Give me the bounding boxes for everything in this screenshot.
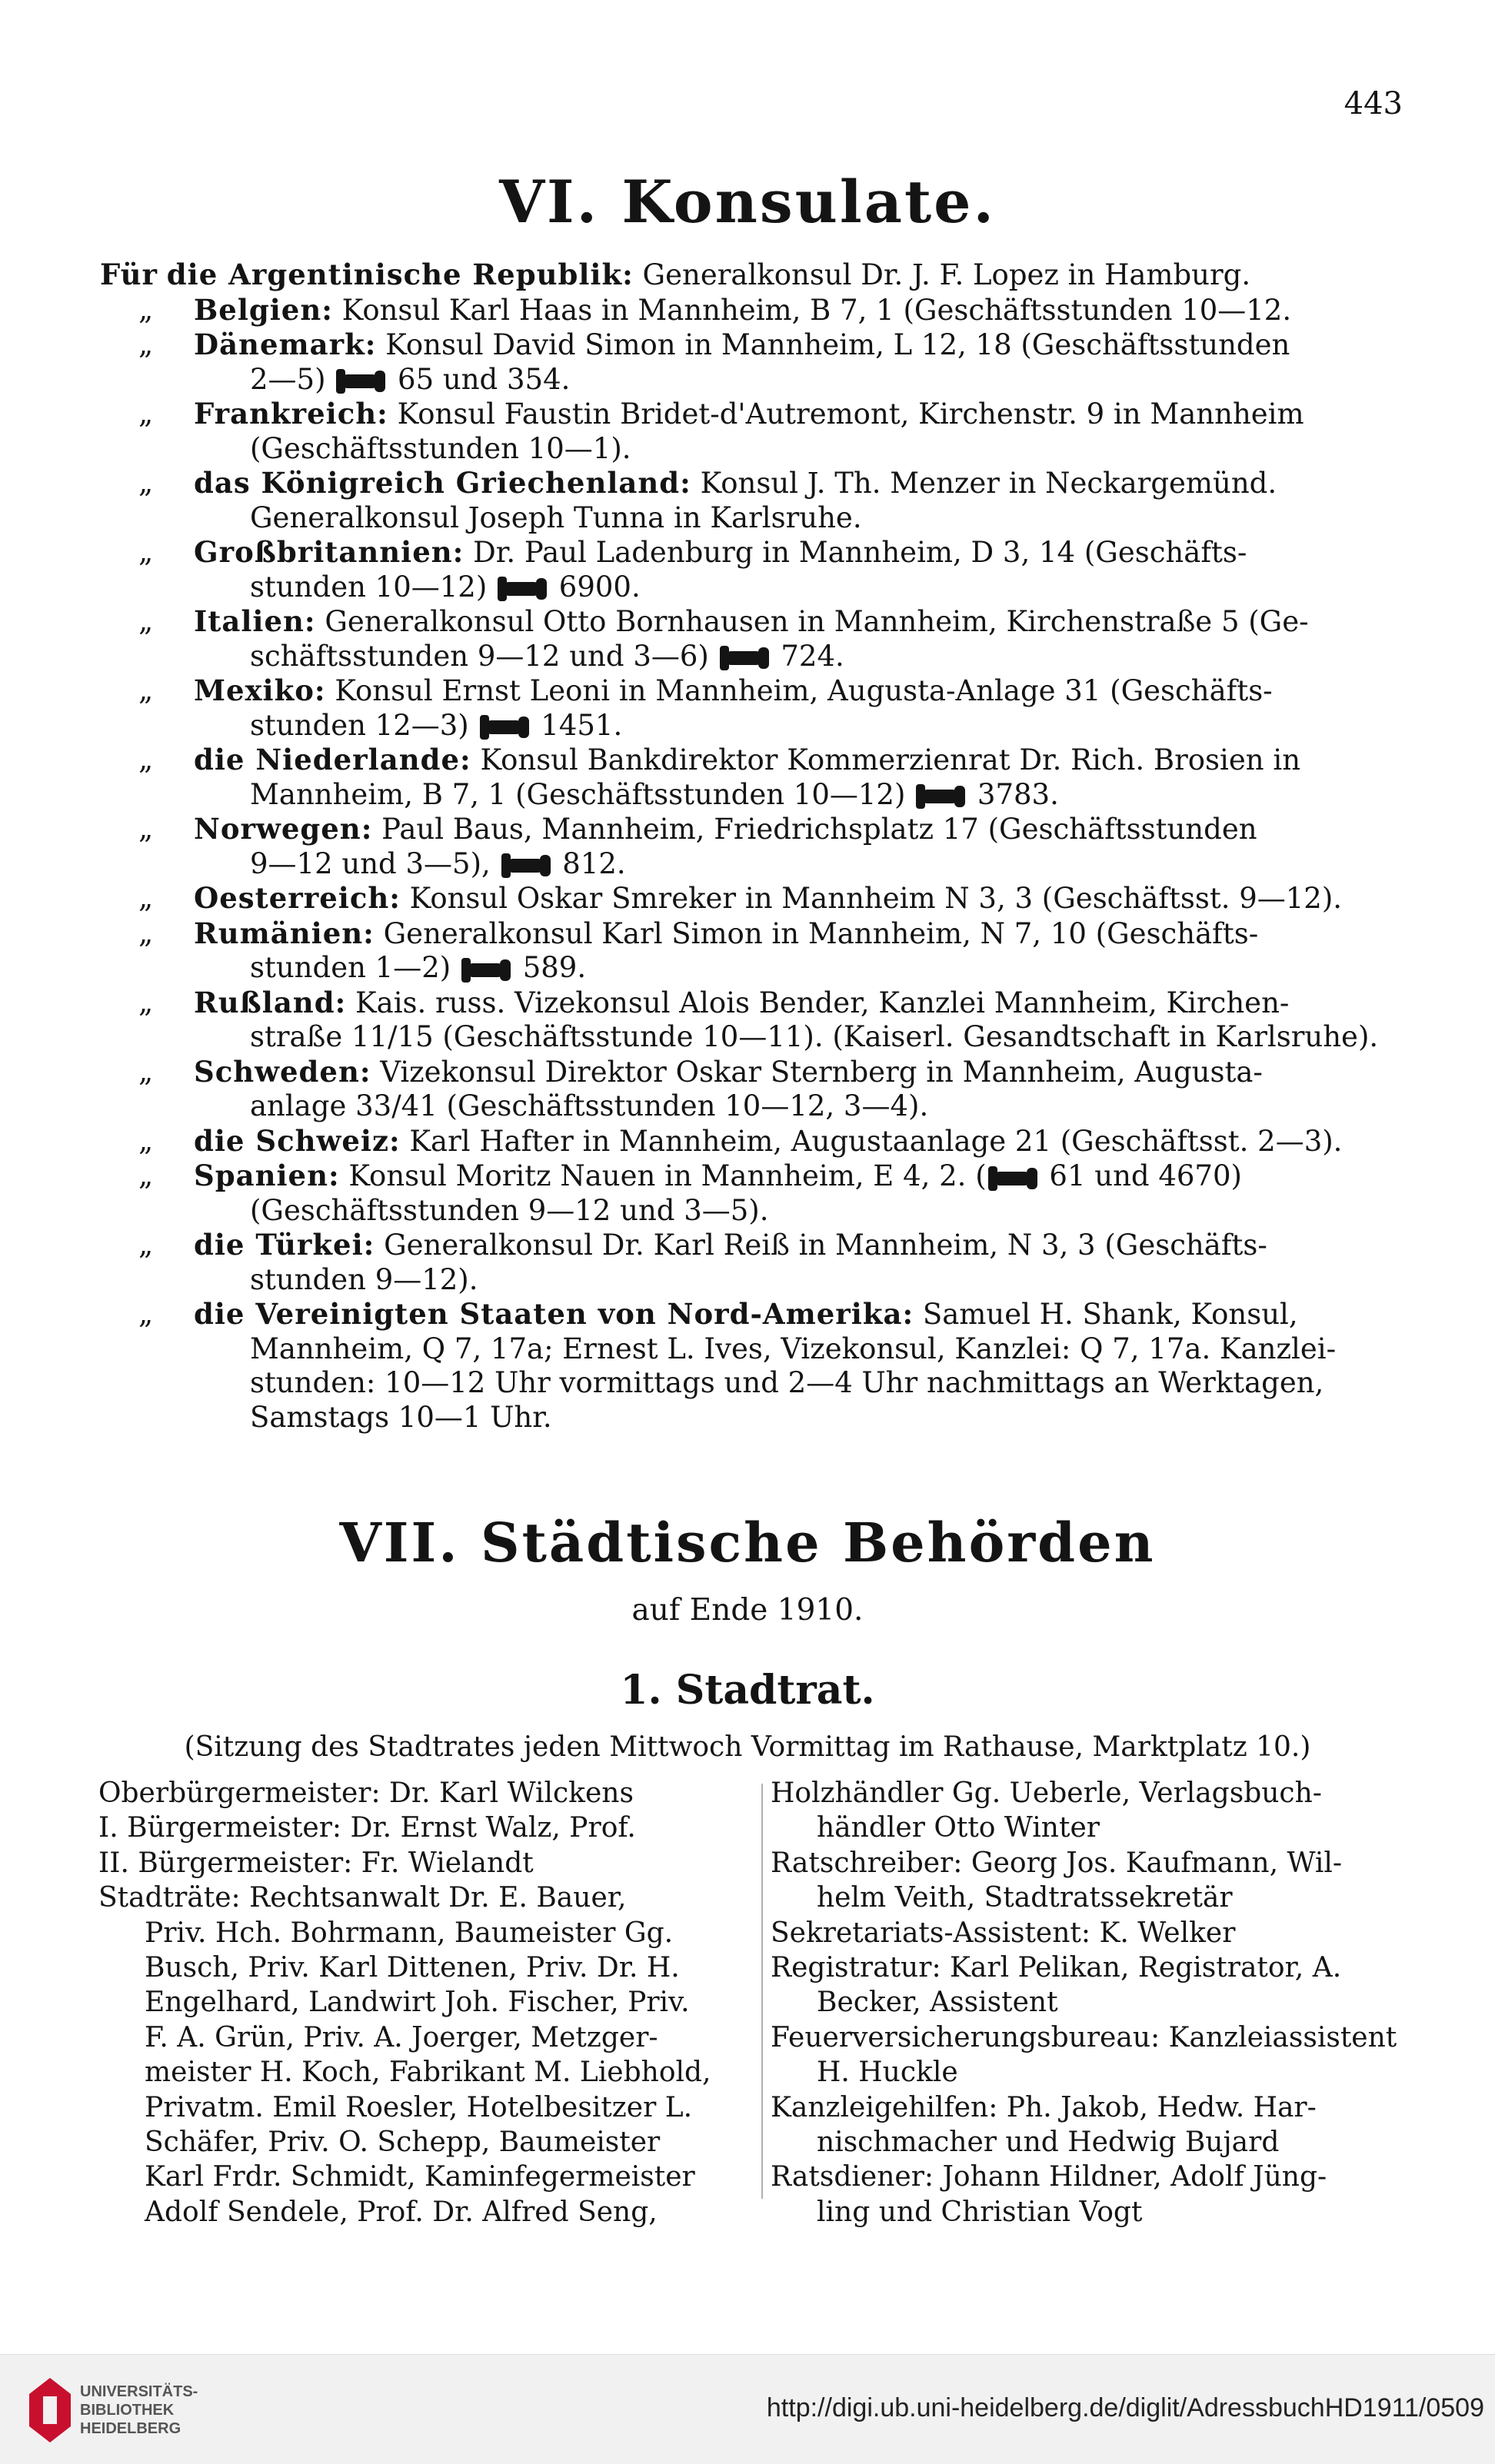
consulate-entry — [100, 604, 1407, 673]
consulate-entry — [100, 812, 1407, 881]
telephone-icon — [993, 1172, 1031, 1185]
section-subtitle: auf Ende 1910. — [631, 1593, 864, 1628]
consulate-country: Italien: — [194, 604, 316, 638]
consulate-first-line — [100, 743, 1407, 778]
consulate-entry — [100, 293, 1407, 328]
consulate-entry — [100, 1297, 1407, 1435]
consulate-first-line — [100, 397, 1407, 432]
consulate-entry — [100, 673, 1407, 743]
consulate-entry — [100, 916, 1407, 986]
stadtrat-line: Priv. Hch. Bohrmann, Baumeister Gg. — [145, 1917, 674, 1949]
ditto-mark: „ — [138, 812, 154, 845]
consulate-text: Konsul David Simon in Mannheim, L 12, 18 (Geschäftsstunden — [385, 328, 1290, 361]
telephone-icon — [506, 859, 544, 873]
consulate-entry — [100, 743, 1407, 812]
stadtrat-line: H. Huckle — [817, 2057, 958, 2089]
stadtrat-line: Holzhändler Gg. Ueberle, Verlagsbuch- — [771, 1777, 1322, 1809]
consulate-continuation: anlage 33/41 (Geschäftsstunden 10—12, 3—4). — [250, 1089, 929, 1122]
column-divider — [761, 1784, 763, 2199]
consulate-country: die Niederlande: — [194, 743, 471, 776]
consulate-country: Mexiko: — [194, 673, 326, 707]
section-title-konsulate: VI. Konsulate. — [499, 168, 996, 236]
consulate-entry — [100, 1228, 1407, 1297]
consulate-entry — [100, 986, 1407, 1055]
consulate-text: Generalkonsul Karl Simon in Mannheim, N 7, 10 (Geschäfts- — [383, 916, 1259, 950]
consulate-continuation: stunden 10—12) 6900. — [250, 570, 641, 604]
page-number: 443 — [1344, 86, 1403, 121]
library-logo-text[interactable]: UNIVERSITÄTS- BIBLIOTHEK HEIDELBERG — [80, 2383, 198, 2437]
consulate-continuation: straße 11/15 (Geschäftsstunde 10—11). (Kaiserl. Gesandtschaft in Karlsruhe). — [250, 1020, 1379, 1053]
ditto-mark: „ — [138, 397, 154, 430]
consulate-first-line — [100, 258, 1407, 293]
consulate-first-line — [100, 1228, 1407, 1263]
stadtrat-right-column — [771, 1776, 1409, 2230]
consulate-first-line — [100, 1055, 1407, 1090]
consulate-country: Rumänien: — [194, 916, 375, 950]
consulate-continuation: 9—12 und 3—5), 812. — [250, 846, 626, 880]
section-title-behoerden: VII. Städtische Behörden — [339, 1511, 1156, 1574]
stadtrat-line: händler Otto Winter — [817, 1812, 1100, 1844]
ditto-mark: „ — [138, 292, 154, 326]
footer-bar — [0, 2354, 1495, 2464]
consulate-first-line — [100, 604, 1407, 640]
ditto-mark: „ — [138, 604, 154, 637]
consulate-country: Spanien: — [194, 1159, 340, 1192]
ditto-mark: „ — [138, 743, 154, 776]
consulate-text: Konsul Bankdirektor Kommerzienrat Dr. Rich. Brosien in — [480, 743, 1301, 776]
consulate-text: Konsul J. Th. Menzer in Neckargemünd. — [700, 467, 1277, 500]
consulate-country: Norwegen: — [194, 812, 373, 846]
telephone-icon — [341, 374, 379, 388]
source-url-link[interactable]: http://digi.ub.uni-heidelberg.de/diglit/AdressbuchHD1911/0509 — [766, 2393, 1484, 2422]
consulate-first-line — [100, 1159, 1407, 1194]
ditto-mark: „ — [138, 916, 154, 949]
stadtrat-line: Busch, Priv. Karl Dittenen, Priv. Dr. H. — [145, 1952, 680, 1984]
consulate-continuation: stunden: 10—12 Uhr vormittags und 2—4 Uhr nachmittags an Werktagen, — [250, 1366, 1324, 1399]
ditto-mark: „ — [138, 673, 154, 707]
consulate-first-line — [100, 881, 1407, 916]
consulate-country: die Schweiz: — [194, 1123, 401, 1158]
consulate-entry — [100, 1055, 1407, 1124]
consulate-first-line — [100, 916, 1407, 952]
stadtrat-line: Registratur: Karl Pelikan, Registrator, A. — [771, 1952, 1342, 1984]
ditto-mark: „ — [138, 985, 154, 1019]
telephone-icon — [502, 582, 541, 596]
stadtrat-line: Ratsdiener: Johann Hildner, Adolf Jüng- — [771, 2161, 1327, 2193]
ditto-mark: „ — [138, 881, 154, 914]
consulate-continuation: Mannheim, Q 7, 17a; Ernest L. Ives, Vizekonsul, Kanzlei: Q 7, 17a. Kanzlei- — [250, 1332, 1337, 1365]
consulate-text: Konsul Ernst Leoni in Mannheim, Augusta-Anlage 31 (Geschäfts- — [335, 674, 1273, 707]
consulate-first-line — [100, 673, 1407, 709]
stadtrat-heading: 1. Stadtrat. — [620, 1667, 875, 1714]
consulate-continuation: Samstags 10—1 Uhr. — [250, 1400, 552, 1434]
consulate-country: Frankreich: — [194, 397, 388, 431]
consulate-text: Kais. russ. Vizekonsul Alois Bender, Kanzlei Mannheim, Kirchen- — [355, 986, 1290, 1019]
consulate-country: Rußland: — [194, 985, 347, 1019]
consulate-continuation: stunden 9—12). — [250, 1262, 478, 1296]
consulate-prefix: Für — [100, 258, 158, 291]
consulate-first-line — [100, 812, 1407, 847]
consulate-continuation: stunden 12—3) 1451. — [250, 708, 623, 742]
consulate-entry — [100, 328, 1407, 397]
consulate-first-line — [100, 328, 1407, 363]
consulate-continuation: (Geschäftsstunden 9—12 und 3—5). — [250, 1193, 769, 1227]
telephone-icon — [484, 720, 523, 734]
consulate-text: Karl Hafter in Mannheim, Augustaanlage 21 (Geschäftsst. 2—3). — [409, 1124, 1343, 1158]
consulate-text: Generalkonsul Dr. J. F. Lopez in Hamburg. — [642, 258, 1251, 291]
consulate-country: Belgien: — [194, 292, 333, 327]
stadtrat-line: Schäfer, Priv. O. Schepp, Baumeister — [145, 2126, 661, 2159]
consulate-entry — [100, 1159, 1407, 1228]
consulate-first-line — [100, 1124, 1407, 1159]
telephone-icon — [921, 790, 959, 803]
consulate-continuation: (Geschäftsstunden 10—1). — [250, 431, 631, 465]
consulate-entry — [100, 1124, 1407, 1159]
consulate-continuation: Generalkonsul Joseph Tunna in Karlsruhe. — [250, 500, 862, 534]
stadtrat-line: ling und Christian Vogt — [817, 2196, 1143, 2228]
consulate-country: Dänemark: — [194, 328, 377, 361]
consulate-country: die Vereinigten Staaten von Nord-Amerika: — [194, 1297, 914, 1331]
consulate-country: die Türkei: — [194, 1228, 375, 1262]
consulate-entry — [100, 397, 1407, 466]
ditto-mark: „ — [138, 1297, 154, 1330]
consulate-text: Konsul Faustin Bridet-d'Autremont, Kirchenstr. 9 in Mannheim — [397, 397, 1304, 431]
consulate-text: Konsul Karl Haas in Mannheim, B 7, 1 (Geschäftsstunden 10—12. — [341, 293, 1292, 327]
ditto-mark: „ — [138, 328, 154, 361]
consulates-list — [100, 258, 1407, 1435]
stadtrat-line: Kanzleigehilfen: Ph. Jakob, Hedw. Har- — [771, 2091, 1317, 2123]
consulate-continuation: schäftsstunden 9—12 und 3—6) 724. — [250, 639, 844, 673]
stadtrat-line: F. A. Grün, Priv. A. Joerger, Metzger- — [145, 2021, 658, 2053]
stadtrat-line: Feuerversicherungsbureau: Kanzleiassistent — [771, 2021, 1397, 2053]
consulate-country: Oesterreich: — [194, 881, 401, 915]
stadtrat-line: Oberbürgermeister: Dr. Karl Wilckens — [98, 1777, 634, 1809]
consulate-country: das Königreich Griechenland: — [194, 466, 691, 500]
stadtrat-line: Adolf Sendele, Prof. Dr. Alfred Seng, — [145, 2196, 658, 2228]
consulate-text: Dr. Paul Ladenburg in Mannheim, D 3, 14 (Geschäfts- — [473, 536, 1247, 569]
consulate-continuation: stunden 1—2) 589. — [250, 951, 587, 984]
consulate-country: Schweden: — [194, 1054, 371, 1089]
consulate-text: Paul Baus, Mannheim, Friedrichsplatz 17 (Geschäftsstunden — [381, 813, 1257, 846]
stadtrat-line: meister H. Koch, Fabrikant M. Liebhold, — [145, 2057, 711, 2089]
stadtrat-line: helm Veith, Stadtratssekretär — [817, 1882, 1233, 1914]
consulate-first-line — [100, 1297, 1407, 1332]
consulate-text: Generalkonsul Dr. Karl Reiß in Mannheim, N 3, 3 (Geschäfts- — [384, 1229, 1267, 1262]
consulate-first-line — [100, 535, 1407, 570]
consulate-entry — [100, 258, 1407, 293]
consulate-entry — [100, 535, 1407, 604]
ditto-mark: „ — [138, 466, 154, 499]
consulate-text: Konsul Oskar Smreker in Mannheim N 3, 3 (Geschäftsst. 9—12). — [409, 882, 1343, 915]
stadtrat-line: Becker, Assistent — [817, 1987, 1058, 2019]
stadtrat-line: Ratschreiber: Georg Jos. Kaufmann, Wil- — [771, 1847, 1343, 1879]
stadtrat-line: Privatm. Emil Roesler, Hotelbesitzer L. — [145, 2091, 693, 2123]
stadtrat-line: Stadträte: Rechtsanwalt Dr. E. Bauer, — [98, 1882, 627, 1914]
consulate-entry — [100, 881, 1407, 916]
consulate-continuation: Mannheim, B 7, 1 (Geschäftsstunden 10—12) 3783. — [250, 777, 1059, 811]
ditto-mark: „ — [138, 1054, 154, 1088]
consulate-text: Konsul Moritz Nauen in Mannheim, E 4, 2. ( 61 und 4670) — [348, 1159, 1242, 1192]
telephone-icon — [724, 651, 763, 665]
telephone-icon — [466, 963, 504, 977]
ditto-mark: „ — [138, 535, 154, 568]
stadtrat-left-column — [98, 1776, 752, 2230]
ditto-mark: „ — [138, 1228, 154, 1261]
stadtrat-note: (Sitzung des Stadtrates jeden Mittwoch Vormittag im Rathause, Marktplatz 10.) — [184, 1731, 1311, 1763]
stadtrat-line: nischmacher und Hedwig Bujard — [817, 2126, 1280, 2159]
consulate-text: Vizekonsul Direktor Oskar Sternberg in Mannheim, Augusta- — [380, 1055, 1263, 1089]
consulate-text: Samuel H. Shank, Konsul, — [922, 1298, 1298, 1331]
stadtrat-line: Sekretariats-Assistent: K. Welker — [771, 1917, 1236, 1949]
consulate-first-line — [100, 986, 1407, 1021]
stadtrat-line: Engelhard, Landwirt Joh. Fischer, Priv. — [145, 1987, 690, 2019]
consulate-continuation: 2—5) 65 und 354. — [250, 362, 571, 396]
consulate-first-line — [100, 466, 1407, 501]
ditto-mark: „ — [138, 1159, 154, 1192]
stadtrat-line: Karl Frdr. Schmidt, Kaminfegermeister — [145, 2161, 695, 2193]
consulate-text: Generalkonsul Otto Bornhausen in Mannheim, Kirchenstraße 5 (Ge- — [325, 605, 1309, 638]
consulate-first-line — [100, 293, 1407, 328]
consulate-country: Großbritannien: — [194, 535, 464, 569]
stadtrat-line: I. Bürgermeister: Dr. Ernst Walz, Prof. — [98, 1812, 636, 1844]
consulate-country: die Argentinische Republik: — [166, 258, 634, 291]
ditto-mark: „ — [138, 1123, 154, 1157]
stadtrat-line: II. Bürgermeister: Fr. Wielandt — [98, 1847, 534, 1879]
consulate-entry — [100, 466, 1407, 535]
library-logo-icon[interactable] — [29, 2378, 71, 2442]
